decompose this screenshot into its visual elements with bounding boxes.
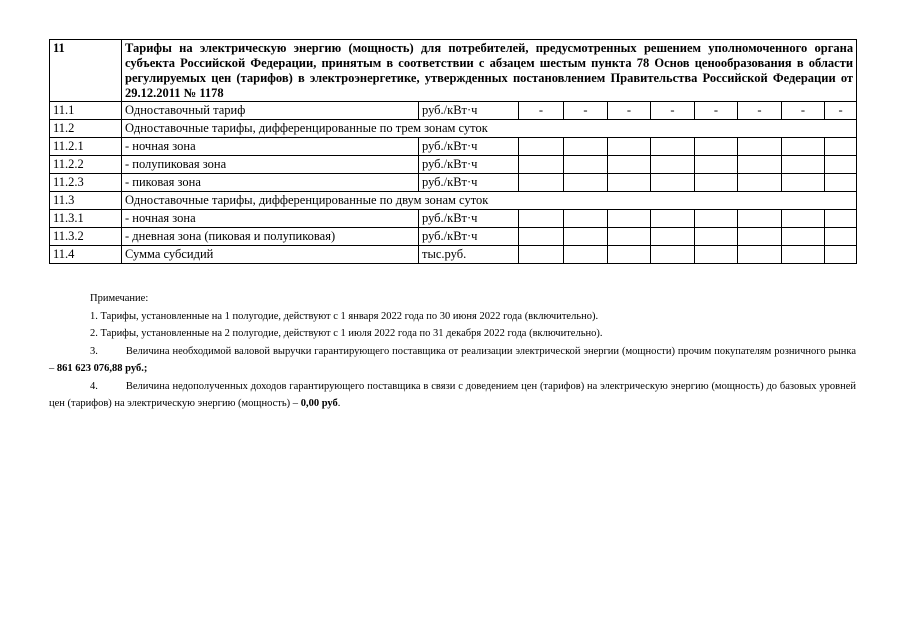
row-value-cell — [695, 246, 738, 264]
row-value-cell: - — [695, 102, 738, 120]
row-value-cell — [564, 174, 608, 192]
row-value-cell — [782, 156, 825, 174]
row-value-cell — [782, 174, 825, 192]
note-4-value: 0,00 руб — [300, 398, 338, 409]
row-name: - дневная зона (пиковая и полупиковая) — [122, 228, 419, 246]
row-number: 11.1 — [50, 102, 122, 120]
row-value-cell — [825, 156, 857, 174]
row-group-title: Одноставочные тарифы, дифференцированные по двум зонам суток — [122, 192, 857, 210]
row-value-cell: - — [651, 102, 695, 120]
row-value-cell — [695, 228, 738, 246]
row-value-cell: - — [608, 102, 651, 120]
row-value-cell — [519, 246, 564, 264]
section-number: 11 — [50, 40, 122, 102]
row-name: - пиковая зона — [122, 174, 419, 192]
row-value-cell — [519, 210, 564, 228]
row-value-cell — [695, 156, 738, 174]
row-value-cell — [825, 138, 857, 156]
row-name: - полупиковая зона — [122, 156, 419, 174]
row-value-cell — [564, 156, 608, 174]
row-unit: руб./кВт·ч — [419, 174, 519, 192]
row-number: 11.3.1 — [50, 210, 122, 228]
table-row — [50, 246, 857, 264]
row-value-cell — [651, 228, 695, 246]
table-row — [50, 138, 857, 156]
note-4-number: 4. — [90, 380, 98, 392]
row-value-cell — [782, 138, 825, 156]
row-value-cell — [608, 174, 651, 192]
table-row — [50, 102, 857, 120]
row-value-cell — [782, 246, 825, 264]
table-row — [50, 120, 857, 138]
row-value-cell — [651, 138, 695, 156]
row-value-cell: - — [782, 102, 825, 120]
row-value-cell — [519, 174, 564, 192]
row-value-cell — [695, 174, 738, 192]
row-value-cell — [608, 210, 651, 228]
notes-title: Примечание: — [90, 293, 149, 304]
row-unit: руб./кВт·ч — [419, 228, 519, 246]
row-value-cell — [695, 138, 738, 156]
row-number: 11.4 — [50, 246, 122, 264]
row-name: - ночная зона — [122, 210, 419, 228]
row-value-cell: - — [519, 102, 564, 120]
row-value-cell — [738, 156, 782, 174]
row-value-cell: - — [825, 102, 857, 120]
row-unit: руб./кВт·ч — [419, 210, 519, 228]
row-name: Одноставочный тариф — [122, 102, 419, 120]
row-value-cell — [608, 228, 651, 246]
row-value-cell — [738, 210, 782, 228]
row-name: Сумма субсидий — [122, 246, 419, 264]
row-value-cell — [564, 138, 608, 156]
row-number: 11.3.2 — [50, 228, 122, 246]
row-value-cell — [651, 210, 695, 228]
note-4-text: Величина недополученных доходов гарантирующего поставщика в связи с доведением цен (тарифов) на электрическую энергию (мощность) до базовых уровней цен (тарифов) на электрическую энергию (мощность) – — [49, 380, 856, 409]
note-3-text: Величина необходимой валовой выручки гарантирующего поставщика от реализации электрической энергии (мощности) прочим покупателям розничного рынка – — [49, 345, 856, 374]
row-value-cell — [825, 228, 857, 246]
row-value-cell: - — [738, 102, 782, 120]
note-3 — [49, 343, 856, 378]
row-value-cell: - — [564, 102, 608, 120]
tariff-table — [49, 39, 857, 264]
row-value-cell — [738, 246, 782, 264]
row-value-cell — [738, 138, 782, 156]
row-number: 11.2 — [50, 120, 122, 138]
row-number: 11.3 — [50, 192, 122, 210]
row-value-cell — [519, 156, 564, 174]
row-group-title: Одноставочные тарифы, дифференцированные по трем зонам суток — [122, 120, 857, 138]
row-value-cell — [695, 210, 738, 228]
row-value-cell — [608, 246, 651, 264]
row-value-cell — [564, 228, 608, 246]
row-unit: тыс.руб. — [419, 246, 519, 264]
row-name: - ночная зона — [122, 138, 419, 156]
table-row — [50, 156, 857, 174]
row-unit: руб./кВт·ч — [419, 102, 519, 120]
table-row — [50, 174, 857, 192]
row-number: 11.2.2 — [50, 156, 122, 174]
row-value-cell — [608, 138, 651, 156]
note-1: 1. Тарифы, установленные на 1 полугодие, действуют с 1 января 2022 года по 30 июня 2022 года (включительно). — [90, 310, 599, 322]
row-value-cell — [825, 210, 857, 228]
row-value-cell — [651, 156, 695, 174]
row-value-cell — [825, 246, 857, 264]
note-3-value: 861 623 076,88 руб.; — [56, 363, 148, 374]
row-value-cell — [782, 210, 825, 228]
row-value-cell — [564, 246, 608, 264]
row-value-cell — [825, 174, 857, 192]
row-unit: руб./кВт·ч — [419, 156, 519, 174]
note-3-number: 3. — [90, 345, 98, 357]
row-value-cell — [738, 174, 782, 192]
row-value-cell — [564, 210, 608, 228]
table-row — [50, 210, 857, 228]
section-title: Тарифы на электрическую энергию (мощность) для потребителей, предусмотренных решением уполномоченного органа субъекта Российской Федерации, принятым в соответствии с абзацем шестым пункта 78 Основ ценообразования в области регулируемых цен (тарифов) в электроэнергетике, утвержденных постановлением Правительства Российской Федерации от 29.12.2011 № 1178 — [122, 40, 857, 102]
table-section-header — [50, 40, 857, 102]
note-4-end: . — [337, 398, 341, 409]
row-value-cell — [782, 228, 825, 246]
row-value-cell — [651, 174, 695, 192]
row-value-cell — [651, 246, 695, 264]
notes-block — [49, 290, 856, 413]
table-row — [50, 192, 857, 210]
row-value-cell — [519, 228, 564, 246]
row-unit: руб./кВт·ч — [419, 138, 519, 156]
row-value-cell — [519, 138, 564, 156]
row-number: 11.2.1 — [50, 138, 122, 156]
note-2: 2. Тарифы, установленные на 2 полугодие, действуют с 1 июля 2022 года по 31 декабря 2022 года (включительно). — [90, 328, 603, 339]
row-value-cell — [738, 228, 782, 246]
row-value-cell — [608, 156, 651, 174]
row-number: 11.2.3 — [50, 174, 122, 192]
table-row — [50, 228, 857, 246]
note-4 — [49, 378, 856, 413]
